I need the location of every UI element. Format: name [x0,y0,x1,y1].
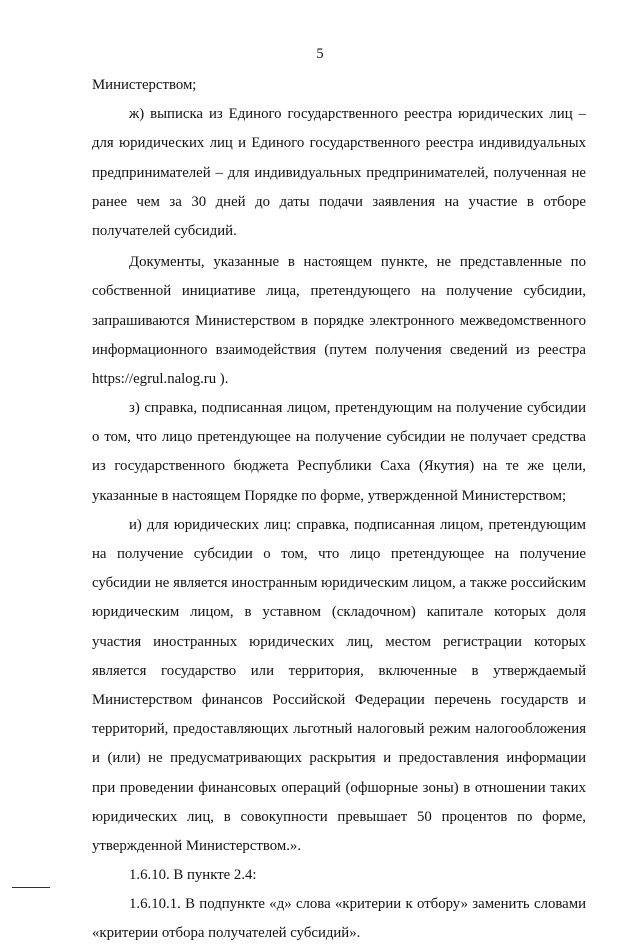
text-line: Министерством финансов Российской Федерации перечень государств и [92,691,586,708]
text-line: является государство или территория, включенные в утверждаемый [92,662,586,679]
text-line: получателей субсидий. [92,222,237,239]
text-line: при проведении финансовых операций (офшорные зоны) в отношении таких [92,779,586,796]
text-line: запрашиваются Министерством в порядке электронного межведомственного [92,312,586,329]
text-line: для юридических лиц и Единого государственного реестра индивидуальных [92,135,586,152]
text-line: 1.6.10.1. В подпункте «д» слова «критерии к отбору» заменить словами [129,896,586,913]
text-line: юридическим лицом, в уставном (складочном) капитале которых доля [92,604,586,621]
text-line: указанные в настоящем Порядке по форме, утвержденной Министерством; [92,487,567,504]
text-line: собственной инициативе лица, претендующего на получение субсидии, [92,283,586,300]
text-line: на получение субсидии о том, что лицо претендующее на получение [92,546,586,562]
document-body [92,74,586,946]
text-line: субсидии не является иностранным юридическим лицом, а также российским [92,575,586,592]
text-line: ранее чем за 30 дней до даты подачи заявления на участие в отборе [92,193,586,210]
text-line: юридических лиц, в совокупности превышает 50 процентов по форме, [92,808,586,825]
text-line: информационного взаимодействия (путем получения сведений из реестра [92,341,586,358]
text-line: Документы, указанные в настоящем пункте, не представленные по [129,254,586,271]
text-line: Министерством; [92,77,197,93]
footer-rule [12,887,50,888]
text-line: 1.6.10. В пункте 2.4: [129,867,257,884]
page-number: 5 [316,46,324,62]
text-line: территорий, предоставляющих льготный налоговый режим налогообложения [92,721,586,738]
text-line: участия иностранных юридических лиц, местом регистрации которых [92,633,586,650]
text-line: утвержденной Министерством.». [92,837,302,854]
text-line: https://egrul.nalog.ru ). [92,370,229,387]
text-line: о том, что лицо претендующее на получение субсидии не получает средства [92,429,586,446]
text-line: и) для юридических лиц: справка, подписанная лицом, претендующим [129,516,586,533]
text-line: и (или) не предусматривающих раскрытия и предоставления информации [92,750,586,767]
text-line: ж) выписка из Единого государственного реестра юридических лиц – [129,106,586,123]
text-line: «критерии отбора получателей субсидий». [92,925,361,942]
text-line: из государственного бюджета Республики Саха (Якутия) на те же цели, [92,458,586,475]
text-line: з) справка, подписанная лицом, претендующим на получение субсидии [129,400,586,417]
text-line: предпринимателей – для индивидуальных предпринимателей, полученная не [92,164,586,181]
